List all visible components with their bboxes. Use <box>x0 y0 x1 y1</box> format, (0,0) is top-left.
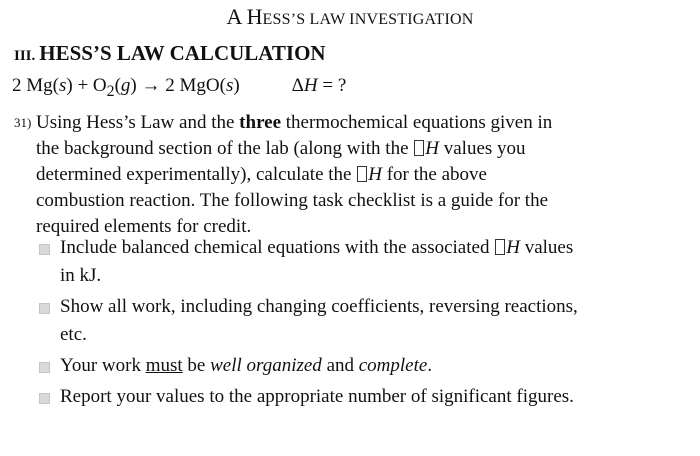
question-line-5: required elements for credit. <box>36 216 252 237</box>
item-text: be <box>182 355 211 376</box>
item-text: Your work <box>60 355 146 376</box>
q-text: thermochemical equations given in <box>281 112 553 133</box>
eq-subscript: 2 <box>106 82 115 100</box>
section-title: HESS’S LAW CALCULATION <box>39 41 326 65</box>
checkbox-icon[interactable] <box>39 303 50 314</box>
item-text: and <box>321 355 359 376</box>
checkbox-icon[interactable] <box>39 244 50 255</box>
item-text: Include balanced chemical equations with the associated <box>60 237 495 258</box>
eq-state-gas: g <box>120 75 131 96</box>
eq-state-solid: s <box>225 75 234 96</box>
combustion-equation <box>12 75 346 101</box>
q-emphasis-three: three <box>239 112 282 133</box>
q-text: the background section of the lab (along with the <box>36 138 414 159</box>
delta-h-unknown <box>292 75 347 96</box>
item-emphasis-organized: well organized <box>210 355 322 376</box>
eq-unknown: = ? <box>317 75 347 96</box>
q-text: values you <box>439 138 526 159</box>
q-text: determined experimentally), calculate the <box>36 164 357 185</box>
question-line-3 <box>36 162 694 188</box>
item-text: . <box>427 355 433 376</box>
item-text: Report your values to the appropriate number of significant figures. <box>60 386 574 407</box>
q-text: Using Hess’s Law and the <box>36 112 240 133</box>
title-part-a: A H <box>226 4 263 29</box>
question-line-2 <box>36 136 694 162</box>
enthalpy-symbol: H <box>425 138 439 159</box>
q-text: for the above <box>381 164 487 185</box>
question-number: 31) <box>14 115 32 130</box>
task-checklist <box>38 234 688 414</box>
item-text: etc. <box>60 324 87 345</box>
checklist-item-sigfigs <box>38 383 688 411</box>
question-line-1 <box>14 110 694 136</box>
title-part-c: ’S LAW INVESTIGATION <box>290 11 474 28</box>
missing-glyph-icon <box>414 140 424 156</box>
checklist-item-organized <box>38 352 688 380</box>
eq-part: ) <box>233 75 240 96</box>
eq-part: 2 Mg( <box>12 75 59 96</box>
delta-symbol: Δ <box>291 75 304 96</box>
enthalpy-symbol: H <box>368 164 382 185</box>
item-emphasis-must: must <box>145 355 183 376</box>
section-heading <box>14 41 326 66</box>
section-number: III. <box>14 48 36 64</box>
enthalpy-symbol: H <box>506 237 520 258</box>
question-31 <box>14 110 694 240</box>
checklist-item-work <box>38 293 688 349</box>
eq-part: ) + O <box>66 75 107 96</box>
item-text: Show all work, including changing coefficients, reversing reactions, <box>60 296 578 317</box>
checkbox-icon[interactable] <box>39 362 50 373</box>
question-line-4: combustion reaction. The following task checklist is a guide for the <box>36 190 548 211</box>
page-title <box>0 4 700 30</box>
item-text: values <box>519 237 574 258</box>
eq-part: ( <box>114 75 121 96</box>
checkbox-icon[interactable] <box>39 393 50 404</box>
title-part-b: ESS <box>262 11 291 28</box>
eq-state-solid: s <box>58 75 67 96</box>
missing-glyph-icon <box>495 239 505 255</box>
missing-glyph-icon <box>357 166 367 182</box>
enthalpy-symbol: H <box>303 75 318 96</box>
item-emphasis-complete: complete <box>358 355 428 376</box>
item-text: in kJ. <box>60 265 102 286</box>
checklist-item-equations <box>38 234 688 290</box>
eq-part: ) → 2 MgO( <box>130 75 226 96</box>
